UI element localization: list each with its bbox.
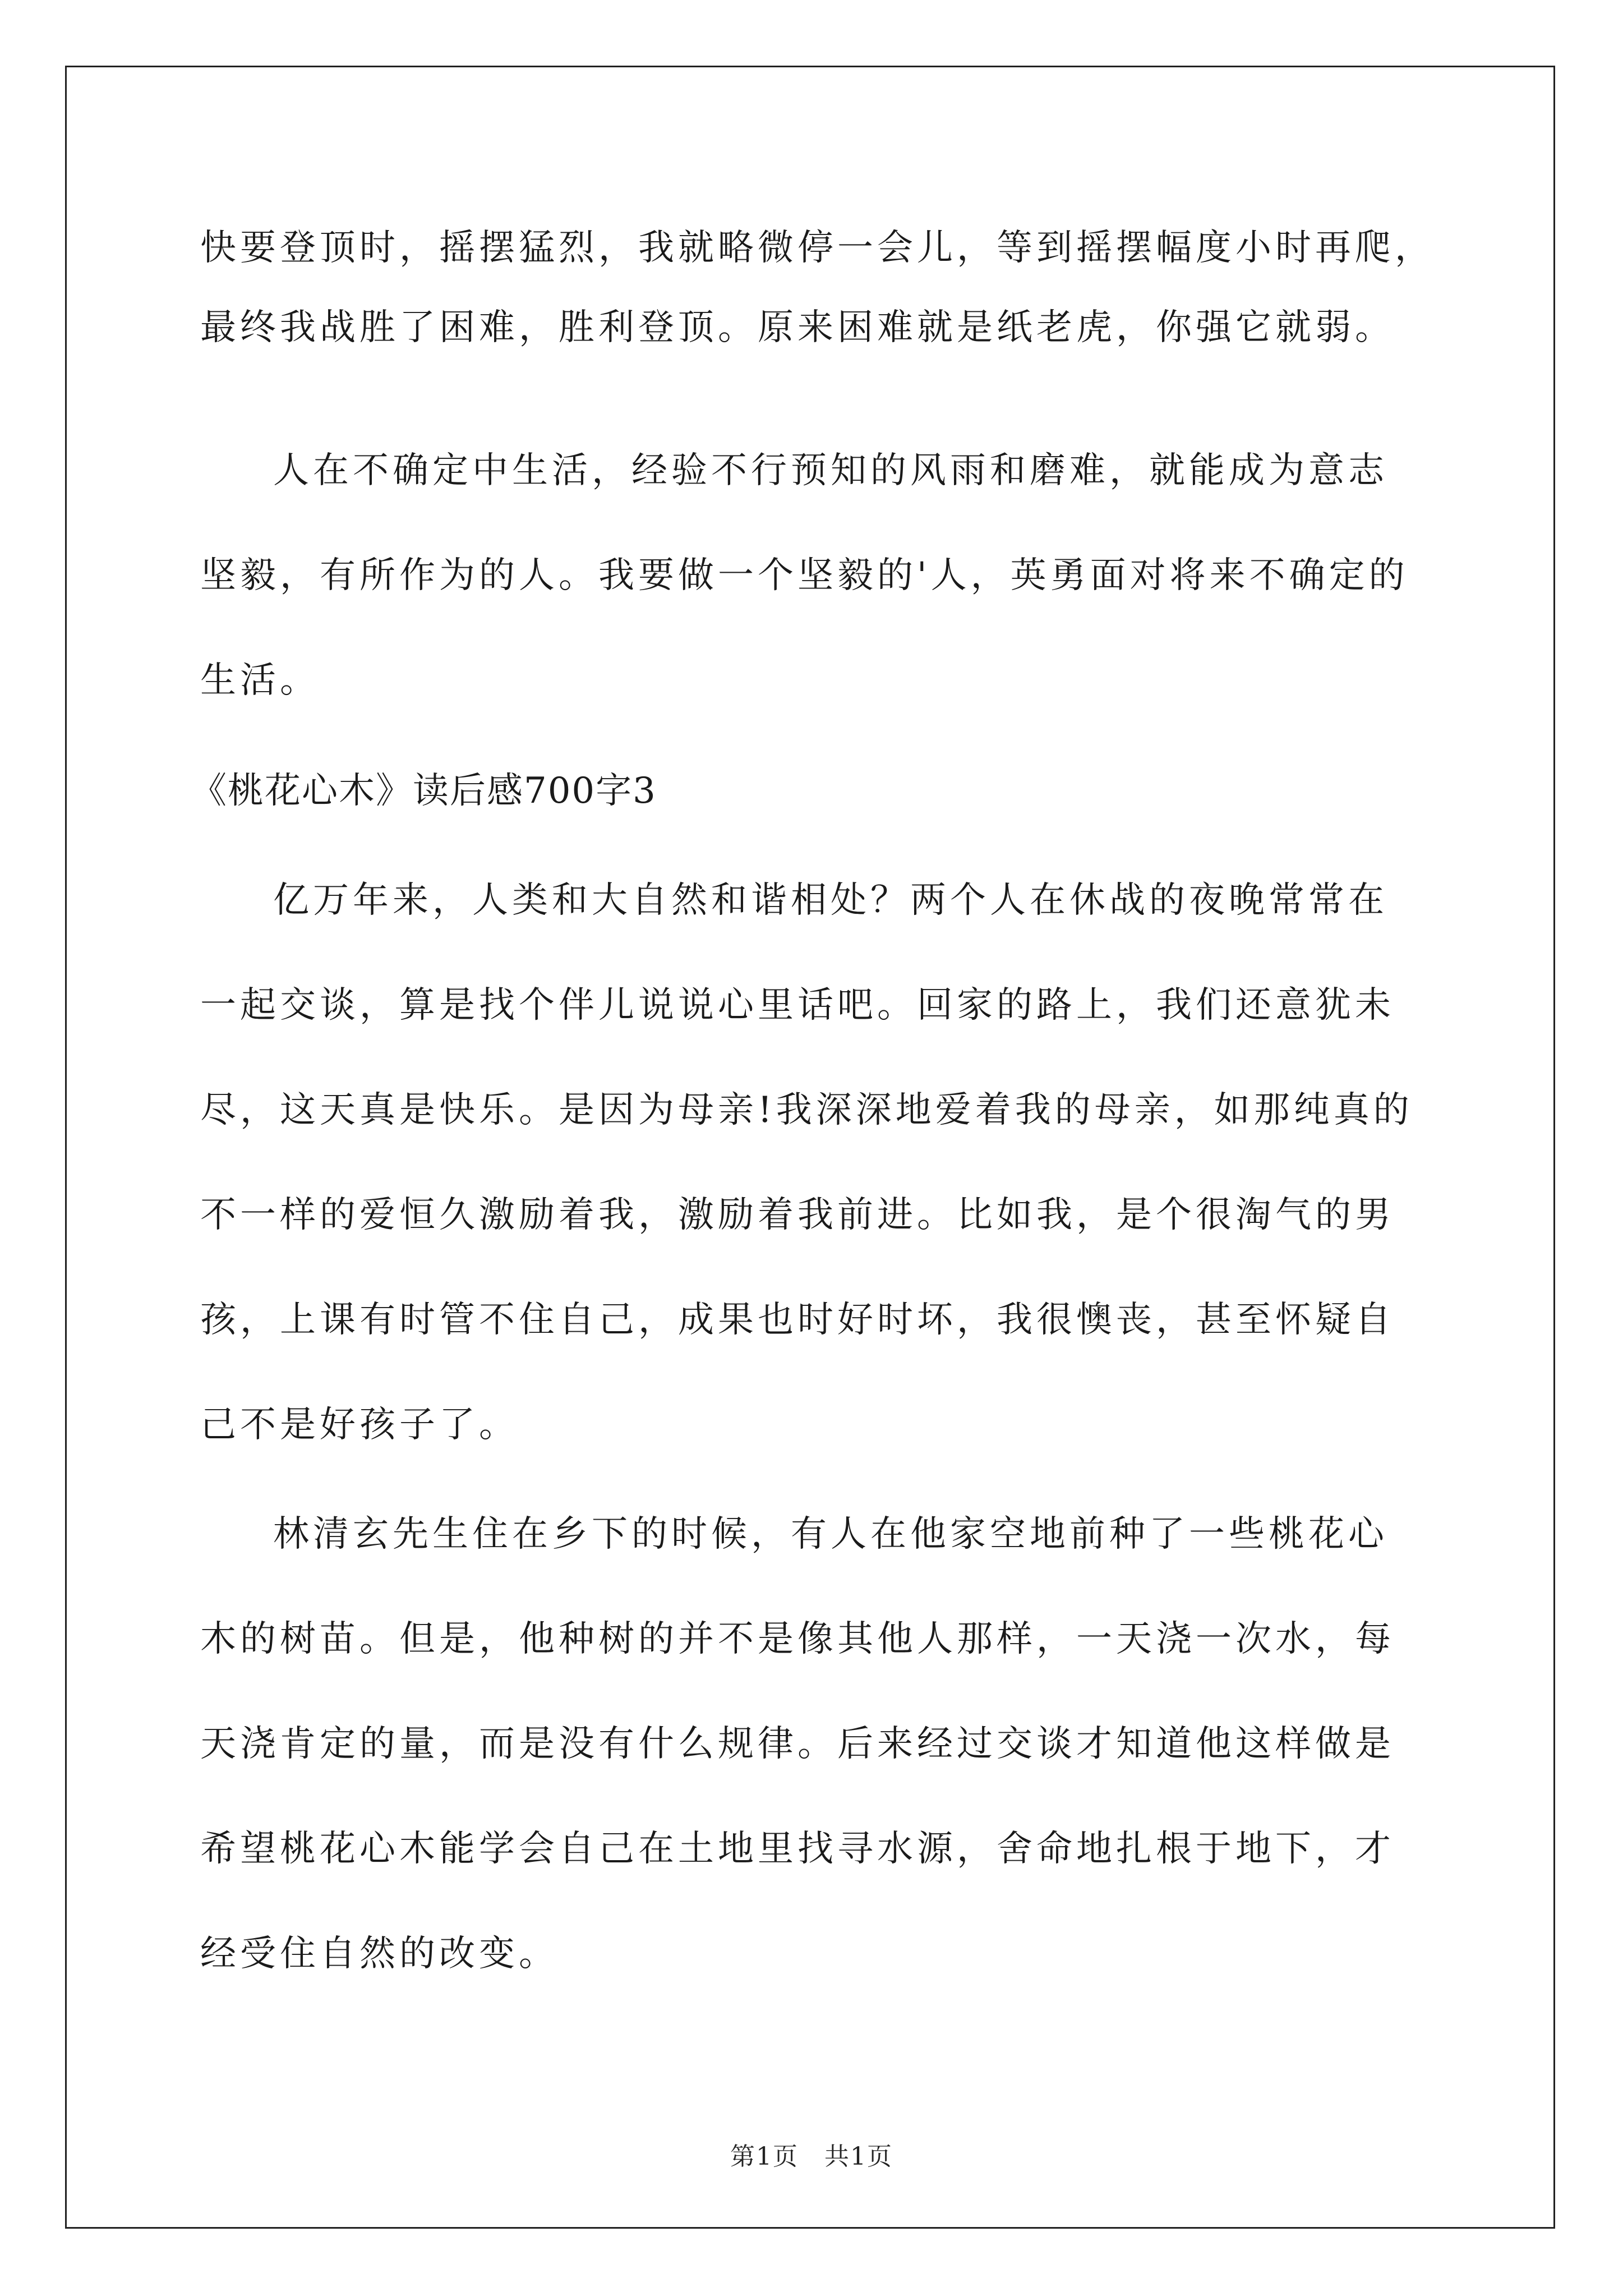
paragraph-4-line-5: 经受住自然的改变。 [200, 1933, 559, 1975]
paragraph-1-line-1: 快要登顶时，摇摆猛烈，我就略微停一会儿，等到摇摆幅度小时再爬， [200, 227, 1435, 269]
page-border [65, 66, 1555, 2229]
paragraph-4-line-1: 林清玄先生住在乡下的时候，有人在他家空地前种了一些桃花心 [273, 1513, 1388, 1555]
paragraph-3-line-5: 孩，上课有时管不住自己，成果也时好时坏，我很懊丧，甚至怀疑自 [200, 1299, 1395, 1341]
paragraph-1-line-2: 最终我战胜了困难，胜利登顶。原来困难就是纸老虎，你强它就弱。 [200, 307, 1395, 348]
paragraph-4-line-3: 天浇肯定的量，而是没有什么规律。后来经过交谈才知道他这样做是 [200, 1723, 1395, 1765]
paragraph-3-line-1: 亿万年来，人类和大自然和谐相处？两个人在休战的夜晚常常在 [273, 880, 1388, 921]
page-footer: 第1页 共1页 [730, 2142, 893, 2171]
paragraph-4-line-2: 木的树苗。但是，他种树的并不是像其他人那样，一天浇一次水，每 [200, 1618, 1395, 1660]
paragraph-3-line-3: 尽，这天真是快乐。是因为母亲!我深深地爱着我的母亲，如那纯真的 [200, 1089, 1413, 1131]
section-heading: 《桃花心木》读后感700字3 [191, 770, 657, 812]
paragraph-2-line-1: 人在不确定中生活，经验不行预知的风雨和磨难，就能成为意志 [273, 450, 1388, 491]
paragraph-2-line-3: 生活。 [200, 660, 320, 701]
paragraph-3-line-6: 己不是好孩子了。 [200, 1404, 519, 1446]
paragraph-3-line-2: 一起交谈，算是找个伴儿说说心里话吧。回家的路上，我们还意犹未 [200, 984, 1395, 1026]
paragraph-4-line-4: 希望桃花心木能学会自己在土地里找寻水源，舍命地扎根于地下，才 [200, 1828, 1395, 1870]
paragraph-2-line-2: 坚毅，有所作为的人。我要做一个坚毅的'人，英勇面对将来不确定的 [200, 555, 1409, 596]
paragraph-3-line-4: 不一样的爱恒久激励着我，激励着我前进。比如我，是个很淘气的男 [200, 1194, 1395, 1236]
